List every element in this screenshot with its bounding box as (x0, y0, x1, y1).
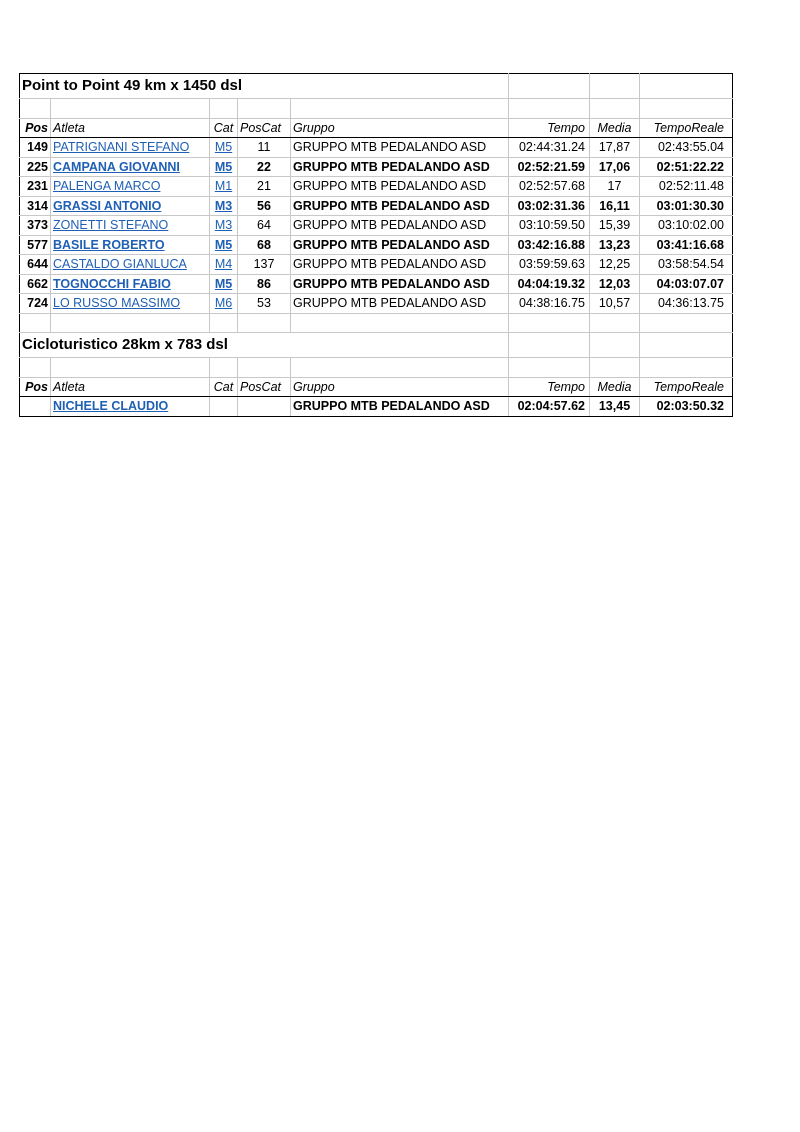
media-cell: 17,06 (590, 157, 640, 177)
poscat-cell: 68 (238, 235, 291, 255)
cat-cell (210, 157, 238, 177)
atleta-cell (51, 138, 210, 158)
media-cell: 12,25 (590, 255, 640, 275)
category-link[interactable]: M4 (214, 257, 233, 272)
section-title-row (20, 74, 733, 99)
empty-cell (509, 313, 590, 333)
empty-cell (509, 358, 590, 378)
empty-cell (51, 313, 210, 333)
tempo-reale-cell: 03:01:30.30 (640, 196, 733, 216)
athlete-link[interactable]: NICHELE CLAUDIO (53, 399, 169, 414)
empty-cell (51, 358, 210, 378)
athlete-link[interactable]: GRASSI ANTONIO (53, 198, 162, 213)
empty-cell (590, 313, 640, 333)
result-row (20, 397, 733, 417)
tempo-reale-cell: 03:58:54.54 (640, 255, 733, 275)
empty-cell (291, 99, 509, 119)
poscat-cell: 64 (238, 216, 291, 236)
cat-cell (210, 255, 238, 275)
result-row (20, 235, 733, 255)
media-cell: 17,87 (590, 138, 640, 158)
column-header-media: Media (590, 377, 640, 397)
poscat-cell: 21 (238, 177, 291, 197)
gruppo-cell: GRUPPO MTB PEDALANDO ASD (291, 216, 509, 236)
gruppo-cell: GRUPPO MTB PEDALANDO ASD (291, 255, 509, 275)
result-row (20, 255, 733, 275)
atleta-cell (51, 177, 210, 197)
tempo-cell: 03:02:31.36 (509, 196, 590, 216)
cat-cell (210, 294, 238, 314)
cat-cell (210, 138, 238, 158)
empty-cell (210, 313, 238, 333)
column-header-tempo: Tempo (509, 377, 590, 397)
tempo-reale-cell: 02:51:22.22 (640, 157, 733, 177)
empty-cell (51, 99, 210, 119)
empty-cell (238, 99, 291, 119)
poscat-cell: 11 (238, 138, 291, 158)
tempo-cell: 03:59:59.63 (509, 255, 590, 275)
cat-cell (210, 397, 238, 417)
athlete-link[interactable]: PATRIGNANI STEFANO (53, 140, 190, 155)
results-table (19, 73, 733, 417)
tempo-cell: 02:52:21.59 (509, 157, 590, 177)
empty-cell (590, 99, 640, 119)
column-header-row (20, 377, 733, 397)
atleta-cell (51, 216, 210, 236)
empty-cell (509, 74, 590, 99)
media-cell: 13,45 (590, 397, 640, 417)
column-header-poscat: PosCat (238, 377, 291, 397)
column-header-cat: Cat (210, 377, 238, 397)
pos-cell: 373 (20, 216, 51, 236)
column-header-atleta: Atleta (51, 377, 210, 397)
result-row (20, 157, 733, 177)
result-row (20, 196, 733, 216)
empty-cell (640, 99, 733, 119)
section-title: Point to Point 49 km x 1450 dsl (20, 74, 509, 99)
atleta-cell (51, 397, 210, 417)
empty-cell (20, 358, 51, 378)
atleta-cell (51, 294, 210, 314)
gruppo-cell: GRUPPO MTB PEDALANDO ASD (291, 397, 509, 417)
empty-cell (20, 313, 51, 333)
category-link[interactable]: M3 (214, 198, 233, 213)
tempo-reale-cell: 02:03:50.32 (640, 397, 733, 417)
empty-cell (210, 99, 238, 119)
tempo-cell: 02:52:57.68 (509, 177, 590, 197)
empty-cell (590, 333, 640, 358)
atleta-cell (51, 196, 210, 216)
gruppo-cell: GRUPPO MTB PEDALANDO ASD (291, 157, 509, 177)
poscat-cell: 137 (238, 255, 291, 275)
column-header-pos: Pos (20, 377, 51, 397)
poscat-cell: 56 (238, 196, 291, 216)
pos-cell: 231 (20, 177, 51, 197)
spacer-row (20, 313, 733, 333)
spacer-row (20, 358, 733, 378)
tempo-cell: 02:44:31.24 (509, 138, 590, 158)
empty-cell (509, 99, 590, 119)
empty-cell (590, 74, 640, 99)
tempo-reale-cell: 02:52:11.48 (640, 177, 733, 197)
section-title-row (20, 333, 733, 358)
empty-cell (590, 358, 640, 378)
empty-cell (291, 358, 509, 378)
cat-cell (210, 177, 238, 197)
poscat-cell: 53 (238, 294, 291, 314)
atleta-cell (51, 255, 210, 275)
result-row (20, 177, 733, 197)
result-row (20, 138, 733, 158)
empty-cell (291, 313, 509, 333)
athlete-link[interactable]: CASTALDO GIANLUCA (53, 257, 187, 272)
empty-cell (20, 99, 51, 119)
athlete-link[interactable]: LO RUSSO MASSIMO (53, 296, 181, 311)
media-cell: 17 (590, 177, 640, 197)
category-link[interactable]: M1 (214, 179, 233, 194)
tempo-reale-cell: 04:03:07.07 (640, 274, 733, 294)
column-header-gruppo: Gruppo (291, 118, 509, 138)
result-row (20, 274, 733, 294)
empty-cell (509, 333, 590, 358)
tempo-cell: 03:10:59.50 (509, 216, 590, 236)
tempo-cell: 02:04:57.62 (509, 397, 590, 417)
column-header-reale: TempoReale (640, 377, 733, 397)
pos-cell: 314 (20, 196, 51, 216)
empty-cell (238, 358, 291, 378)
results-table-body (20, 74, 733, 417)
media-cell: 13,23 (590, 235, 640, 255)
cat-cell (210, 196, 238, 216)
gruppo-cell: GRUPPO MTB PEDALANDO ASD (291, 235, 509, 255)
column-header-cat: Cat (210, 118, 238, 138)
tempo-cell: 03:42:16.88 (509, 235, 590, 255)
empty-cell (640, 358, 733, 378)
pos-cell: 644 (20, 255, 51, 275)
column-header-atleta: Atleta (51, 118, 210, 138)
tempo-reale-cell: 03:10:02.00 (640, 216, 733, 236)
gruppo-cell: GRUPPO MTB PEDALANDO ASD (291, 138, 509, 158)
cat-cell (210, 235, 238, 255)
column-header-pos: Pos (20, 118, 51, 138)
media-cell: 16,11 (590, 196, 640, 216)
pos-cell: 577 (20, 235, 51, 255)
athlete-link[interactable]: ZONETTI STEFANO (53, 218, 169, 233)
gruppo-cell: GRUPPO MTB PEDALANDO ASD (291, 294, 509, 314)
empty-cell (640, 74, 733, 99)
pos-cell: 225 (20, 157, 51, 177)
pos-cell: 149 (20, 138, 51, 158)
gruppo-cell: GRUPPO MTB PEDALANDO ASD (291, 177, 509, 197)
athlete-link[interactable]: BASILE ROBERTO (53, 237, 165, 252)
poscat-cell: 86 (238, 274, 291, 294)
column-header-poscat: PosCat (238, 118, 291, 138)
result-row (20, 216, 733, 236)
column-header-media: Media (590, 118, 640, 138)
result-row (20, 294, 733, 314)
gruppo-cell: GRUPPO MTB PEDALANDO ASD (291, 274, 509, 294)
tempo-reale-cell: 03:41:16.68 (640, 235, 733, 255)
tempo-reale-cell: 04:36:13.75 (640, 294, 733, 314)
athlete-link[interactable]: CAMPANA GIOVANNI (53, 159, 180, 174)
empty-cell (640, 333, 733, 358)
column-header-tempo: Tempo (509, 118, 590, 138)
cat-cell (210, 216, 238, 236)
media-cell: 15,39 (590, 216, 640, 236)
section-title: Cicloturistico 28km x 783 dsl (20, 333, 509, 358)
poscat-cell: 22 (238, 157, 291, 177)
media-cell: 12,03 (590, 274, 640, 294)
category-link[interactable]: M3 (214, 218, 233, 233)
empty-cell (210, 358, 238, 378)
column-header-gruppo: Gruppo (291, 377, 509, 397)
tempo-cell: 04:04:19.32 (509, 274, 590, 294)
empty-cell (640, 313, 733, 333)
gruppo-cell: GRUPPO MTB PEDALANDO ASD (291, 196, 509, 216)
column-header-row (20, 118, 733, 138)
category-link[interactable]: M5 (214, 237, 233, 252)
poscat-cell (238, 397, 291, 417)
category-link[interactable]: M6 (214, 296, 233, 311)
tempo-cell: 04:38:16.75 (509, 294, 590, 314)
empty-cell (238, 313, 291, 333)
athlete-link[interactable]: TOGNOCCHI FABIO (53, 276, 171, 291)
category-link[interactable]: M5 (214, 140, 233, 155)
atleta-cell (51, 235, 210, 255)
atleta-cell (51, 157, 210, 177)
category-link[interactable]: M5 (214, 159, 233, 174)
column-header-reale: TempoReale (640, 118, 733, 138)
media-cell: 10,57 (590, 294, 640, 314)
category-link[interactable]: M5 (214, 276, 233, 291)
pos-cell: 662 (20, 274, 51, 294)
tempo-reale-cell: 02:43:55.04 (640, 138, 733, 158)
pos-cell: 724 (20, 294, 51, 314)
atleta-cell (51, 274, 210, 294)
athlete-link[interactable]: PALENGA MARCO (53, 179, 161, 194)
spacer-row (20, 99, 733, 119)
pos-cell (20, 397, 51, 417)
cat-cell (210, 274, 238, 294)
